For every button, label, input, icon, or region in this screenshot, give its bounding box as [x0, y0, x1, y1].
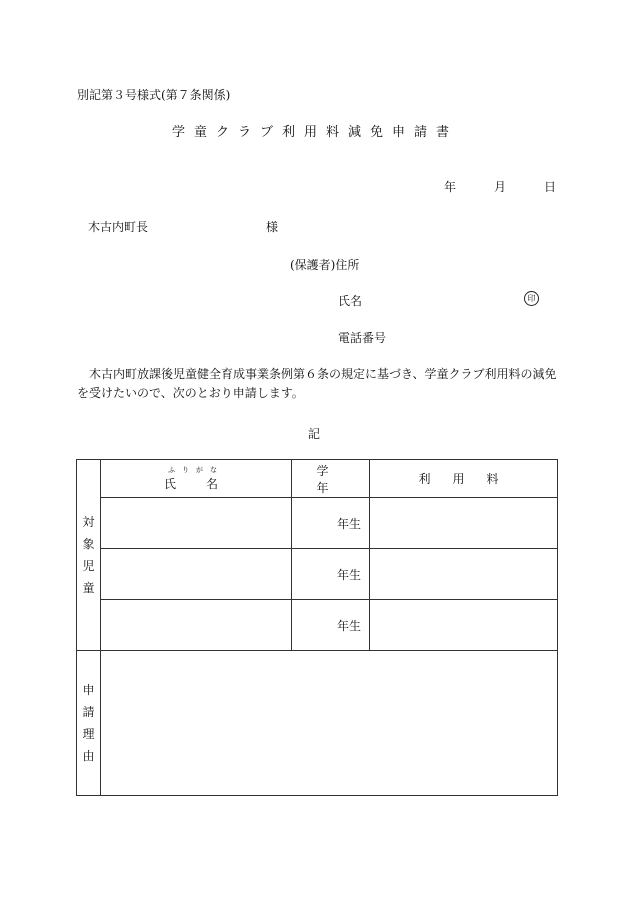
- child-grade-input[interactable]: 年生: [292, 549, 370, 600]
- child-fee-input[interactable]: [370, 498, 558, 549]
- date-year-label: 年: [444, 180, 457, 194]
- form-reference: 別記第３号様式(第７条関係): [77, 88, 231, 102]
- target-children-label: 対 象 児 童: [77, 460, 101, 651]
- child-name-input[interactable]: [101, 600, 292, 651]
- ki-label: 記: [308, 427, 321, 441]
- name-header-label: 氏名: [163, 476, 248, 491]
- application-statement: [77, 365, 557, 403]
- child-name-input[interactable]: [101, 549, 292, 600]
- table-row: [77, 549, 558, 600]
- furigana-label: ふりがな: [168, 465, 224, 474]
- date-line: [444, 178, 556, 195]
- grade-header: 学年: [292, 460, 370, 498]
- table-header-row: [77, 460, 558, 498]
- child-name-input[interactable]: [101, 498, 292, 549]
- child-fee-input[interactable]: [370, 600, 558, 651]
- seal-mark-icon: 印: [524, 291, 539, 306]
- table-row: [77, 600, 558, 651]
- addressee-honorific: 様: [266, 220, 279, 234]
- applicant-name-label: 氏名: [338, 294, 363, 308]
- date-day-label: 日: [544, 180, 557, 194]
- application-table: [76, 459, 558, 796]
- child-fee-input[interactable]: [370, 549, 558, 600]
- application-reason-input[interactable]: [101, 651, 558, 796]
- statement-line-2: を受けたいので、次のとおり申請します。: [77, 386, 304, 400]
- applicant-address-label: (保護者)住所: [290, 258, 360, 272]
- statement-line-1: 木古内町放課後児童健全育成事業条例第６条の規定に基づき、学童クラブ利用料の減免: [89, 367, 557, 381]
- reason-row: [77, 651, 558, 796]
- date-month-label: 月: [494, 180, 507, 194]
- name-header: [101, 460, 292, 498]
- applicant-phone-label: 電話番号: [338, 331, 387, 345]
- addressee-name: 木古内町長: [88, 220, 149, 234]
- document-title: 学童クラブ利用料減免申請書: [171, 125, 458, 140]
- child-grade-input[interactable]: 年生: [292, 498, 370, 549]
- application-reason-label: 申 請 理 由: [77, 651, 101, 796]
- fee-header: 利用料: [370, 460, 558, 498]
- child-grade-input[interactable]: 年生: [292, 600, 370, 651]
- table-row: [77, 498, 558, 549]
